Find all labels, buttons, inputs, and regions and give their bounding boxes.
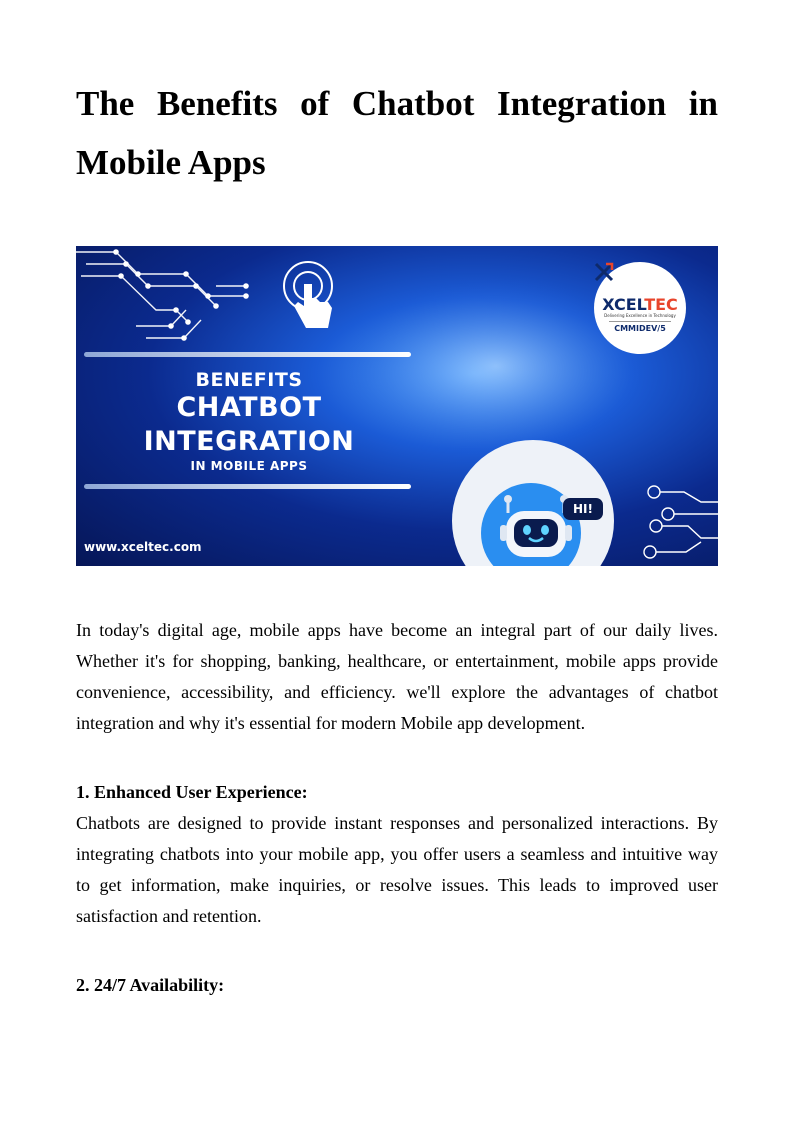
logo-brand-part1: XCEL	[602, 295, 645, 314]
intro-paragraph: In today's digital age, mobile apps have become an integral part of our daily lives. Whether it's for shopping, banking, healthcare, or entertainment, mobile apps provide convenience, accessibility, and efficiency. we'll explore the advantages of chatbot integration and why it's essential for modern Mobile app development.	[76, 620, 718, 733]
section-body-1: Chatbots are designed to provide instant responses and personalized interactions. By integrating chatbots into your mobile app, you offer users a seamless and intuitive way to get information, make inquiries, or resolve issues. This leads to improved user satisfaction and retention.	[76, 813, 718, 926]
section-heading-2: 2. 24/7 Availability:	[76, 975, 225, 995]
logo-brand	[594, 295, 686, 314]
banner-benefits: BENEFITS	[195, 369, 303, 391]
banner-chatbot: CHATBOT	[176, 392, 322, 423]
section-heading-1: 1. Enhanced User Experience:	[76, 782, 308, 802]
xceltec-logo-mark	[594, 262, 614, 282]
article-title: The Benefits of Chatbot Integration in Mobile Apps	[76, 84, 718, 182]
banner-line-bottom	[84, 484, 411, 489]
xceltec-logo	[594, 262, 686, 354]
logo-tagline: Delivering Excellence in Technology	[604, 313, 676, 318]
banner-url: www.xceltec.com	[84, 540, 202, 554]
touch-icon	[284, 262, 332, 328]
logo-brand-part2: TEC	[644, 295, 678, 314]
speech-bubble: HI!	[563, 498, 603, 520]
banner-image	[76, 246, 718, 566]
banner-integration: INTEGRATION	[143, 426, 355, 457]
banner-line-top	[84, 352, 411, 357]
logo-divider	[609, 321, 671, 322]
banner-in-mobile-apps: IN MOBILE APPS	[190, 459, 308, 473]
logo-certification: CMMIDEV/5	[614, 324, 666, 333]
